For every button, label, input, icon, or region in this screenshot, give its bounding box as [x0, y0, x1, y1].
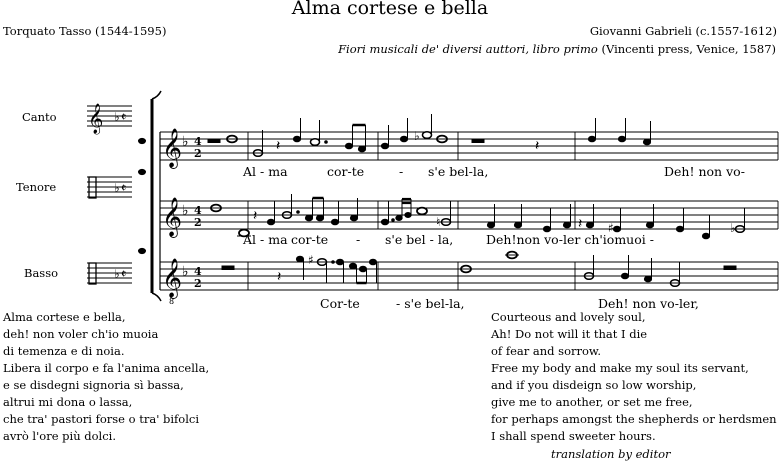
lyric-basso-2: - s'e bel-la,: [396, 296, 465, 311]
lyric-tenore-1: Al - ma: [243, 232, 288, 247]
poem-italian-line: Alma cortese e bella,: [3, 310, 126, 324]
svg-text:4: 4: [194, 265, 202, 278]
measure-barlines: [248, 132, 778, 290]
voice-label-canto: Canto: [22, 110, 57, 124]
lyric-tenore-3: -: [356, 232, 361, 247]
lyric-canto-1: Al - ma: [243, 164, 288, 179]
poem-italian-line: deh! non voler ch'io muoia: [3, 327, 159, 341]
treble-clef-canto: 𝄞: [162, 128, 183, 168]
svg-text:𝄽: 𝄽: [535, 138, 540, 154]
key-sig-basso: ♭: [182, 264, 189, 280]
piece-title: Alma cortese e bella: [291, 0, 489, 19]
poem-english: [491, 309, 777, 445]
key-sig-canto: ♭: [182, 134, 189, 150]
svg-text:𝄵: 𝄵: [121, 110, 127, 124]
lyric-canto-4: s'e bel-la,: [428, 164, 489, 179]
svg-text:𝄵: 𝄵: [121, 181, 127, 195]
incipit-note-tenore-1: [139, 169, 146, 174]
lyric-tenore-2: cor-te: [291, 232, 329, 247]
poem-english-line: and if you disdeign so low worship,: [491, 378, 697, 392]
treble-8-clef-basso: 𝄞: [162, 258, 183, 298]
lyric-canto-2: cor-te: [327, 164, 365, 179]
svg-text:𝄽: 𝄽: [253, 208, 258, 224]
poem-english-line: of fear and sorrow.: [491, 344, 602, 358]
staff-canto: [160, 132, 778, 160]
source-publisher: (Vincenti press, Venice, 1587): [601, 42, 776, 56]
octave-mark: 8: [169, 297, 175, 306]
lyric-canto-3: -: [399, 164, 404, 179]
key-sig-tenore: ♭: [182, 203, 189, 219]
incipit-treble-clef: 𝄞: [88, 104, 104, 134]
poem-english-line: for perhaps amongst the shepherds or herdsmen: [491, 412, 777, 426]
lyric-canto-5: Deh! non vo-: [664, 164, 745, 179]
translation-credit: translation by editor: [551, 447, 671, 461]
voice-label-tenore: Tenore: [16, 180, 57, 194]
bracket-bottom-hook: [152, 293, 161, 301]
poem-italian-line: che tra' pastori forse o tra' bifolci: [3, 412, 200, 426]
poem-italian-line: di temenza e di noia.: [3, 344, 125, 358]
svg-text:♭: ♭: [114, 181, 120, 195]
source-title: Fiori musicali de' diversi auttori, libro primo: [338, 42, 598, 56]
svg-text:4: 4: [194, 204, 202, 217]
bracket-top-hook: [152, 91, 161, 99]
poem-english-line: give me to another, or set me free,: [491, 395, 693, 409]
svg-text:♮: ♮: [436, 215, 441, 229]
treble-clef-tenore: 𝄞: [162, 197, 183, 237]
incipit-note-canto-1: [139, 138, 146, 143]
lyric-basso-1: Cor-te: [320, 296, 360, 311]
incipit-c-clef-basso: [89, 263, 96, 284]
poem-english-line: I shall spend sweeter hours.: [491, 429, 656, 443]
svg-text:♯: ♯: [608, 221, 614, 235]
poem-english-line: Courteous and lovely soul,: [491, 310, 646, 324]
incipit-note-basso-1: [139, 248, 146, 253]
poem-english-line: Free my body and make my soul its servant,: [491, 361, 749, 375]
svg-text:♭: ♭: [414, 129, 420, 143]
poem-italian-line: altrui mi dona o lassa,: [3, 395, 133, 409]
poet-credit: Torquato Tasso (1544-1595): [3, 24, 167, 38]
lyric-basso-3: Deh! non vo-ler,: [598, 296, 699, 311]
svg-text:♯: ♯: [308, 253, 314, 267]
lyric-tenore-5: Deh!non vo-ler ch'iomuoi -: [486, 232, 654, 247]
svg-text:2: 2: [194, 277, 202, 290]
svg-text:𝄽: 𝄽: [578, 216, 583, 232]
svg-text:2: 2: [194, 147, 202, 160]
svg-text:♭: ♭: [114, 110, 120, 124]
svg-text:𝄵: 𝄵: [121, 267, 127, 281]
svg-text:♭: ♭: [730, 221, 736, 235]
poem-italian-line: e se disdegni signoria sì bassa,: [3, 378, 184, 392]
svg-text:♭: ♭: [114, 267, 120, 281]
lyric-tenore-4: s'e bel - la,: [385, 232, 454, 247]
poem-italian-line: avrò l'ore più dolci.: [3, 429, 116, 443]
incipit-c-clef-tenore: [89, 177, 96, 198]
poem-italian: [3, 309, 209, 445]
canto-notes: [208, 114, 651, 156]
svg-text:𝄽: 𝄽: [277, 269, 282, 285]
svg-text:2: 2: [194, 216, 202, 229]
svg-text:𝄽: 𝄽: [276, 138, 281, 154]
voice-label-basso: Basso: [24, 266, 59, 280]
svg-text:4: 4: [194, 135, 202, 148]
composer-credit: Giovanni Gabrieli (c.1557-1612): [589, 24, 777, 38]
poem-english-line: Ah! Do not will it that I die: [491, 327, 648, 341]
poem-italian-line: Libera il corpo e fa l'anima ancella,: [3, 361, 210, 375]
